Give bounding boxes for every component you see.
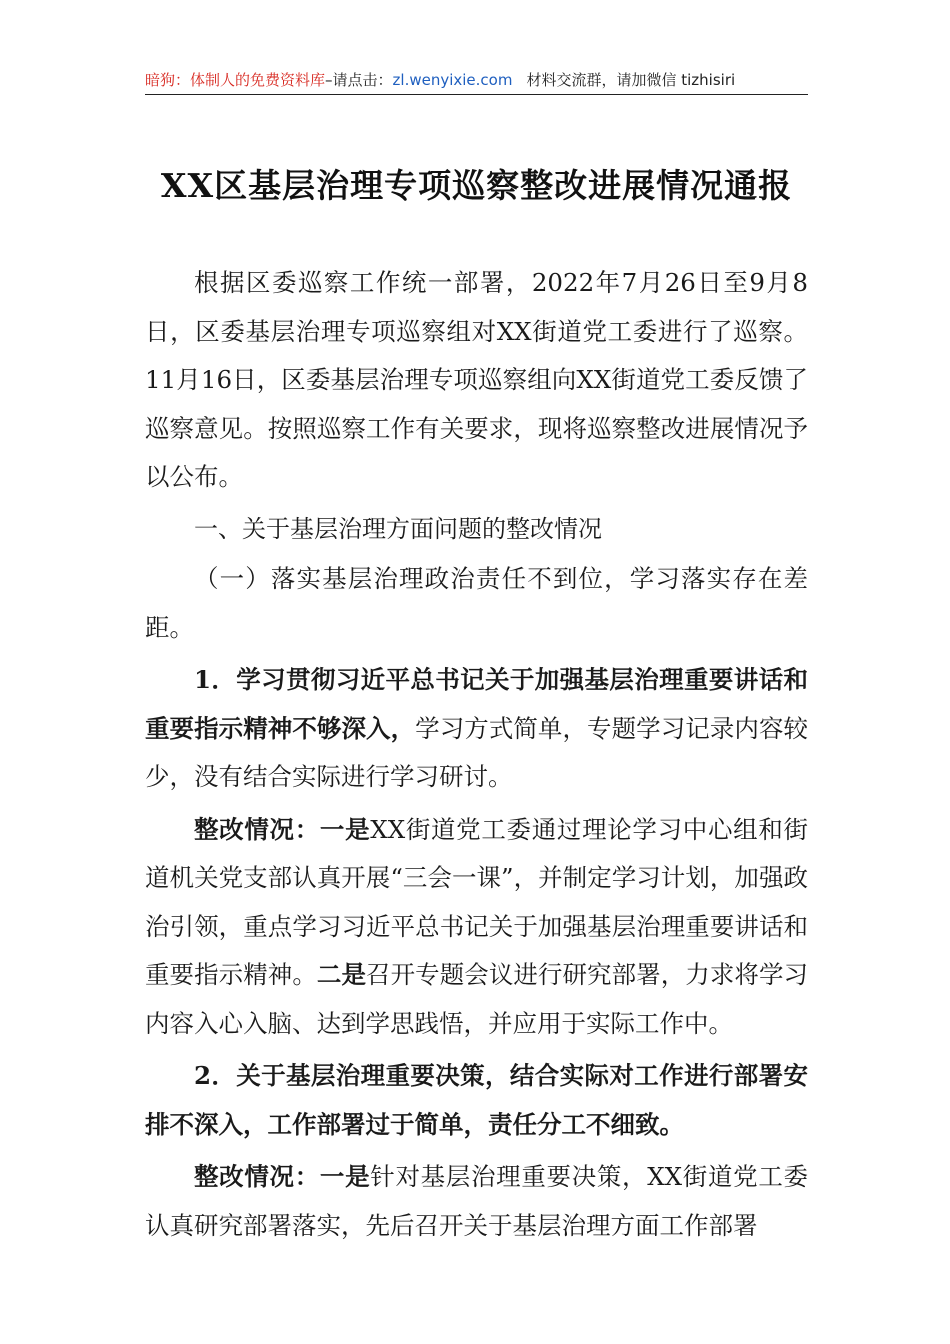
- issue-item-1-rest: 学习方式简单，专题学习记录内容较少，没有结合实际进行学习研讨。: [145, 713, 809, 791]
- subsection-heading: （一）落实基层治理政治责任不到位，学习落实存在差距。: [145, 564, 808, 642]
- rectification-1-p1: XX街道党工委通过理论学习中心组和街道机关党支部认真开展“三会一课”，并制定学习计划，加强政治引领，重点学习习近平总书记关于加强基层治理重要讲话和重要指示精神。: [145, 814, 809, 989]
- rectification-1-p2: 召开专题会议进行研究部署，力求将学习内容入心入脑、达到学思践悟，并应用于实际工作中。: [145, 960, 809, 1038]
- rectification-1: [145, 806, 808, 1049]
- rectification-1-label: 整改情况：: [194, 814, 320, 844]
- section-heading: 一、关于基层治理方面问题的整改情况: [194, 514, 602, 543]
- rectification-1-p2-marker: 二是: [316, 960, 367, 989]
- issue-item-2: 2．关于基层治理重要决策，结合实际对工作进行部署安排不深入，工作部署过于简单，责任分工不细致。: [145, 1061, 808, 1139]
- header-brand: 暗狗：体制人的免费资料库: [145, 71, 326, 89]
- issue-item-1-bold: 1．学习贯彻习近平总书记关于加强基层治理重要讲话和重要指示精神不够深入，: [145, 665, 808, 743]
- issue-item-1: [145, 656, 808, 802]
- rectification-2-label: 整改情况：: [194, 1162, 320, 1191]
- document-title: XX区基层治理专项巡察整改进展情况通报: [160, 166, 793, 205]
- rectification-2-p1-marker: 一是: [319, 1162, 371, 1191]
- header-link[interactable]: zl.wenyixie.com: [392, 71, 513, 89]
- header-tail: 材料交流群，请加微信 tizhisiri: [526, 71, 736, 89]
- rectification-2: [145, 1153, 808, 1250]
- rectification-2-p1: 针对基层治理重要决策，XX街道党工委认真研究部署落实，先后召开关于基层治理方面工作部署: [145, 1162, 809, 1240]
- rectification-1-p1-marker: 一是: [319, 814, 371, 844]
- header-link-prefix: –请点击：: [325, 71, 393, 89]
- document-body: [145, 259, 808, 1250]
- intro-paragraph: 根据区委巡察工作统一部署，2022年7月26日至9月8日，区委基层治理专项巡察组对XX街道党工委进行了巡察。11月16日，区委基层治理专项巡察组向XX街道党工委反馈了巡察意见。按照巡察工作有关要求，现将巡察整改进展情况予以公布。: [145, 268, 808, 491]
- page-header: [145, 66, 808, 95]
